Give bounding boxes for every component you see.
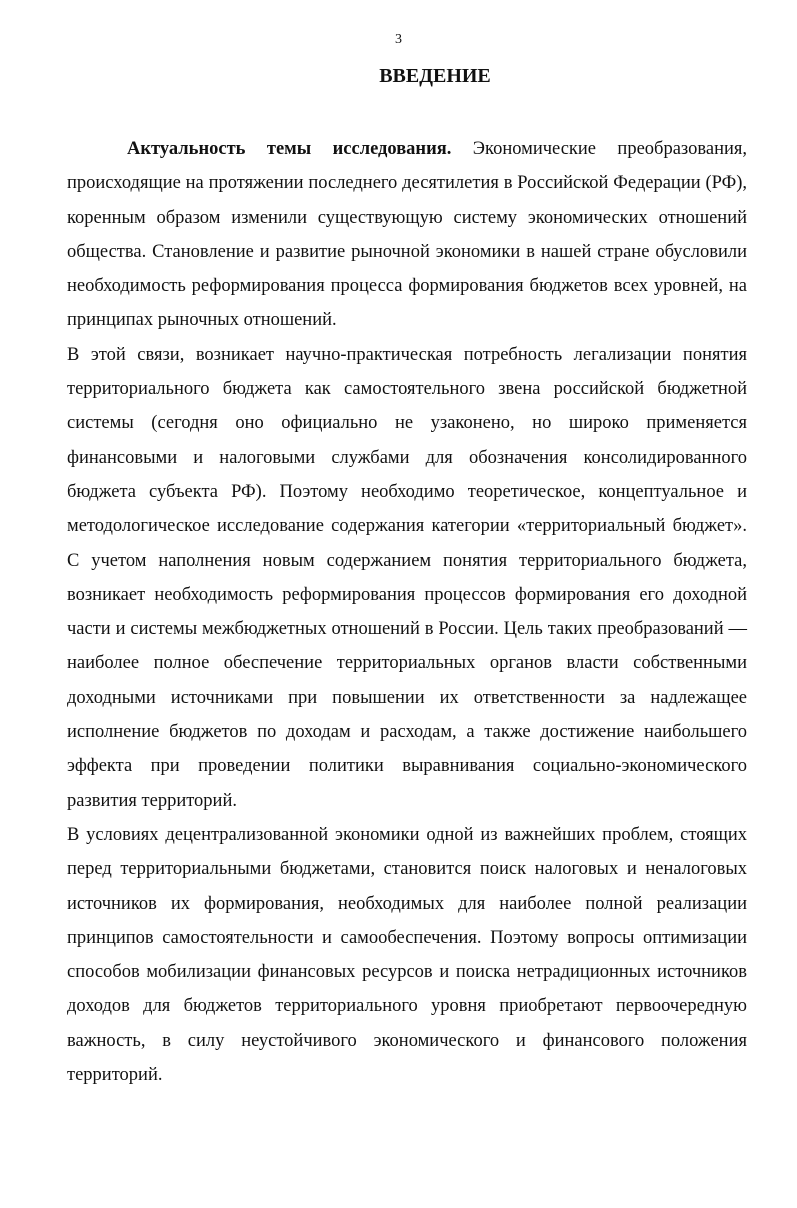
- page-title: ВВЕДЕНИЕ: [379, 65, 491, 87]
- paragraph-lead-heading: Актуальность темы исследования.: [127, 139, 452, 159]
- page-number: 3: [395, 32, 402, 47]
- paragraph-text: В этой связи, возникает научно-практическая потребность легализации понятия территориального бюджета как самостоятельного звена российской бюджетной системы (сегодня оно официально не узаконено, но широко применяется финансовыми и налоговыми службами для обозначения консолидированного бюджета субъекта РФ). Поэтому необходимо теоретическое, концептуальное и методологическое исследование содержания категории «территориальный бюджет». С учетом наполнения новым содержанием понятия территориального бюджета, возникает необходимость реформирования процессов формирования его доходной части и системы межбюджетных отношений в России. Цель таких преобразований — наиболее полное обеспечение территориальных органов власти собственными доходными источниками при повышении их ответственности за надлежащее исполнение бюджетов по доходам и расходам, а также достижение наибольшего эффекта при проведении политики выравнивания социально-экономического развития территорий.: [67, 344, 747, 811]
- paragraph-text: В условиях децентрализованной экономики одной из важнейших проблем, стоящих перед территориальными бюджетами, становится поиск налоговых и неналоговых источников их формирования, необходимых для наиболее полной реализации принципов самостоятельности и самообеспечения. Поэтому вопросы оптимизации способов мобилизации финансовых ресурсов и поиска нетрадиционных источников доходов для бюджетов территориального уровня приобретают первоочередную важность, в силу неустойчивого экономического и финансового положения территорий.: [67, 824, 747, 1086]
- paragraph-decentralized-economy: [67, 818, 747, 1092]
- paragraph-territorial-budget: [67, 338, 747, 818]
- paragraph-text: Экономические преобразования, происходящие на протяжении последнего десятилетия в Российской Федерации (РФ), коренным образом изменили существующую систему экономических отношений общества. Становление и развитие рыночной экономики в нашей стране обусловили необходимость реформирования процесса формирования бюджетов всех уровней, на принципах рыночных отношений.: [67, 139, 748, 331]
- paragraph-relevance: [67, 132, 747, 338]
- document-body: [67, 132, 747, 1092]
